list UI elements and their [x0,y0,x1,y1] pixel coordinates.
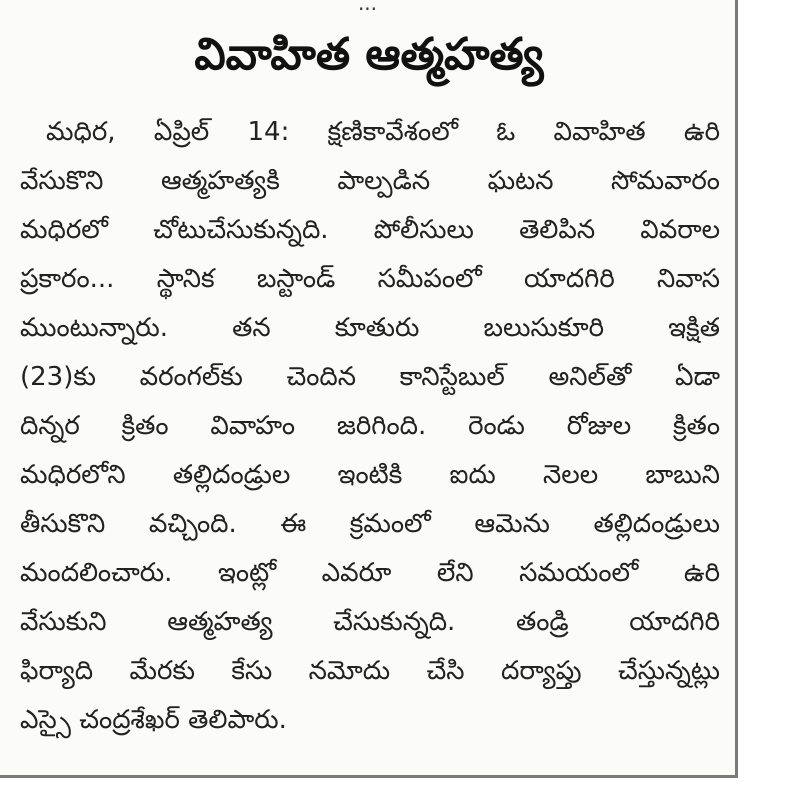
article-line: మధిరలోని తల్లిదండ్రుల ఇంటికి ఐదు నెలల బాబుని [20,460,720,490]
article-line: ఫిర్యాది మేరకు కేసు నమోదు చేసి దర్యాప్తు చేస్తున్నట్లు [20,656,720,686]
article-line: ప్రకారం... స్థానిక బస్టాండ్ సమీపంలో యాదగిరి నివాస [20,264,720,294]
article-line: వేసుకొని ఆత్మహత్యకి పాల్పడిన ఘటన సోమవారం [20,166,720,196]
article-line: ఎస్సై చంద్రశేఖర్ తెలిపారు. [20,705,287,735]
article-line: మందలించారు. ఇంట్లో ఎవరూ లేని సమయంలో ఉరి [20,558,720,588]
article-line: తీసుకొని వచ్చింది. ఈ క్రమంలో ఆమెను తల్లిదండ్రులు [20,509,720,539]
article-line: మధిర, ఏప్రిల్ 14: క్షణికావేశంలో ఓ వివాహిత ఉరి [46,117,720,147]
article-line: మధిరలో చోటుచేసుకున్నది. పోలీసులు తెలిపిన వివరాల [20,215,720,245]
article-line: దిన్నర క్రితం వివాహం జరిగింది. రెండు రోజుల క్రితం [20,411,720,441]
article-body [20,108,720,745]
article-line: ముంటున్నారు. తన కూతురు బలుసుకూరి ఇక్షిత [20,313,720,343]
article-line: వేసుకుని ఆత్మహత్య చేసుకున్నది. తండ్రి యాదగిరి [20,607,720,637]
article-line: (23)కు వరంగల్‌కు చెందిన కానిస్టేబుల్ అనిల్‌తో ఏడా [20,362,720,392]
headline: వివాహిత ఆత్మహత్య [194,29,544,80]
previous-article-fragment: ... [357,0,378,12]
